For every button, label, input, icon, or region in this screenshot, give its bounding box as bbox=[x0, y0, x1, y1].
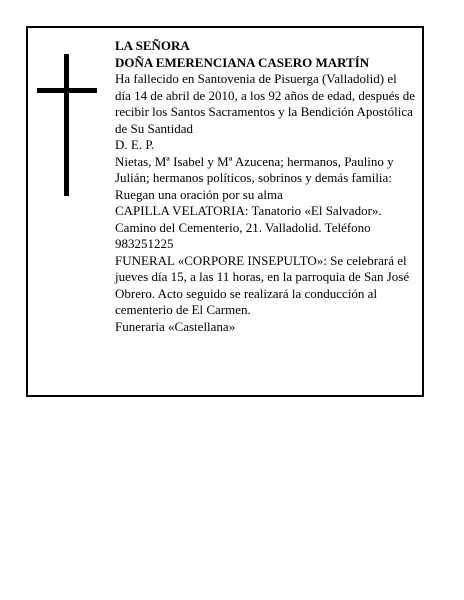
family-list: Nietas, Mª Isabel y Mª Azucena; hermanos, Paulino y Julián; hermanos políticos, sobrinos y demás familia: bbox=[115, 153, 394, 185]
obituary-text bbox=[115, 38, 415, 335]
rest-in-peace: D. E. P. bbox=[115, 137, 155, 152]
funeral-home: Funeraria «Castellana» bbox=[115, 318, 236, 334]
cross-horizontal-bar bbox=[37, 88, 97, 93]
deceased-name: DOÑA EMERENCIANA CASERO MARTÍN bbox=[115, 54, 370, 70]
cross-vertical-bar bbox=[64, 54, 69, 196]
chapel-info: CAPILLA VELATORIA: Tanatorio «El Salvador». Camino del Cementerio, 21. Valladolid. Teléfono 983251225 bbox=[115, 203, 382, 251]
funeral-info: FUNERAL «CORPORE INSEPULTO»: Se celebrará el jueves día 15, a las 11 horas, en la parroquia de San José Obrero. Acto seguido se realizará la conducción al cementerio de El Carmen. bbox=[115, 252, 410, 317]
cross-icon bbox=[37, 54, 97, 196]
death-announcement: Ha fallecido en Santovenia de Pisuerga (Valladolid) el día 14 de abril de 2010, a los 92 años de edad, después de recibir los Santos Sacramentos y la Bendición Apostólica de Su Santidad bbox=[115, 71, 416, 136]
notice-heading-1: LA SEÑORA bbox=[115, 38, 190, 53]
prayer-request: Ruegan una oración por su alma bbox=[115, 186, 283, 202]
